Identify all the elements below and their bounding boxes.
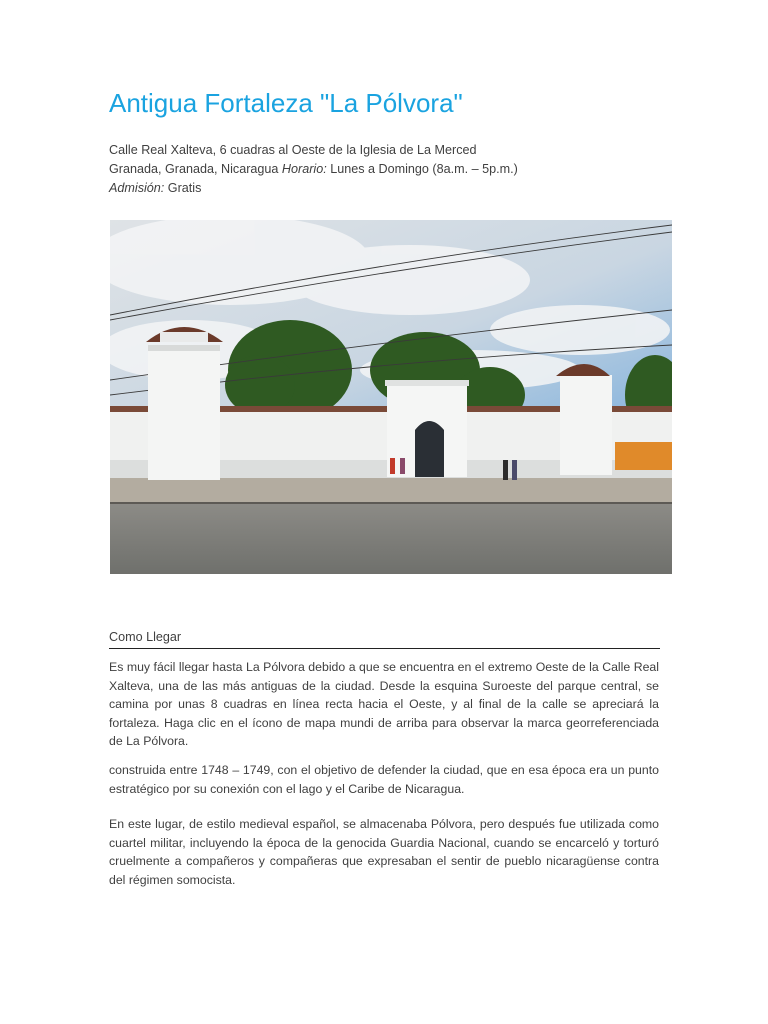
- admission-label: Admisión:: [109, 181, 165, 195]
- admission-line: [109, 179, 669, 198]
- section-heading: Como Llegar: [109, 629, 660, 649]
- address-line: Calle Real Xalteva, 6 cuadras al Oeste de la Iglesia de La Merced: [109, 143, 477, 157]
- right-tower: [556, 364, 612, 475]
- left-tower: [146, 327, 223, 480]
- schedule-label: Horario:: [281, 162, 327, 176]
- page-title: Antigua Fortaleza "La Pólvora": [109, 88, 463, 118]
- house-right: [615, 442, 672, 470]
- fortress-photo: [110, 220, 672, 574]
- paragraph-history: En este lugar, de estilo medieval español, se almacenaba Pólvora, pero después fue utilizada como cuartel militar, incluyendo la época de la genocida Guardia Nacional, cuando se encarceló y torturó cruelmente a compañeros y compañeras que expresaban el sentir de pueblo nicaragüense contra del régimen somocista.: [109, 817, 659, 887]
- city-schedule-line: [109, 160, 669, 179]
- paragraph-construction: construida entre 1748 – 1749, con el objetivo de defender la ciudad, que en esa época era un punto estratégico por su conexión con el lago y el Caribe de Nicaragua.: [109, 763, 659, 796]
- schedule-value: Lunes a Domingo (8a.m. – 5p.m.): [330, 162, 518, 176]
- admission-value: Gratis: [167, 181, 202, 195]
- main-gate: [385, 380, 469, 477]
- city-text: Granada, Granada, Nicaragua: [109, 162, 279, 176]
- paragraph-directions: Es muy fácil llegar hasta La Pólvora debido a que se encuentra en el extremo Oeste de la Calle Real Xalteva, una de las más antiguas de la ciudad. Desde la esquina Suroeste del parque central, se camina por unas 8 cuadras en línea recta hacia el Oeste, y al final de la calle se apreciará la fortaleza. Haga clic en el ícono de mapa mundi de arriba para observar la marca georreferenciada de La Pólvora.: [109, 660, 659, 749]
- location-info: [109, 141, 669, 198]
